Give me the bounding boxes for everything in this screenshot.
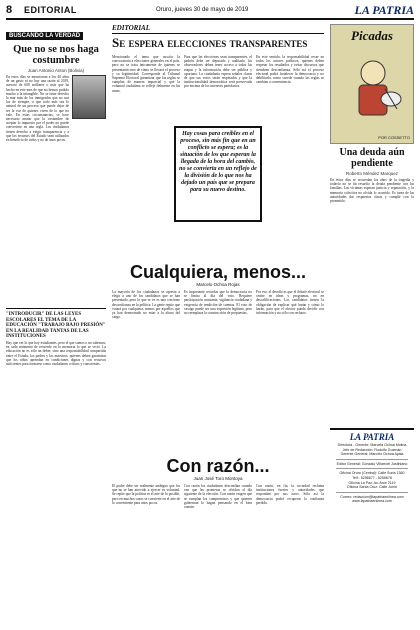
sub-article-body: Hay que ver lo que hoy estudiantes, pero el que somos o no sabemos; en cada momento de recuerdo en la memoria lo que se vivió. La educación no es sólo un deber, sino una responsabilidad compartida entre el Estado, los padres y los maestros, quienes deben garantizar que los niños aprendan en condiciones dignas y con recursos suficientes para formarse como ciudadanos críticos y conscientes. <box>6 340 106 366</box>
opinion-byline: Marcelo Ochoa Rojas <box>196 282 240 287</box>
staff-line: Telf.: 5256677 - 5256678 <box>352 475 392 480</box>
divider <box>336 459 408 460</box>
sub-article-title: "INTRODUCIR" DE LAS LEYES ESCOLARES EL TEMA DE LA EDUCACIÓN "TRABAJO BAJO PRESIÓN" EN LA REALIDAD TANTAS DE LAS INSTITUCIONES <box>6 312 106 340</box>
opinion-title: Cualquiera, menos... <box>129 262 307 282</box>
author-photo <box>72 75 106 119</box>
cartoon-author: POR COSSETTO <box>378 135 410 140</box>
opinion2-body <box>112 484 324 624</box>
opinion-col-1: La mayoría de los ciudadanos se apresta a elegir a uno de los candidatos que se han presentado, pero lo que se ve es una creciente desconfianza en la política. La gente repite que votará por cualquiera, menos por aquellos que ya han demostrado no estar a la altura del cargo. <box>112 290 180 320</box>
opinion2-col-2: Con razón los ciudadanos desconfían cuando ven que las promesas se olvidan al día siguiente de la elección. Con razón exigen que se cumplan los compromisos y que quienes gobiernan lo hagan pensando en el bien común. <box>184 484 252 510</box>
left-column <box>6 24 106 630</box>
page-number: 8 <box>6 4 13 16</box>
divider <box>336 492 408 493</box>
editorial-title: Se espera elecciones transparentes <box>112 35 308 50</box>
middle-column <box>112 24 324 233</box>
staff-line: Gerente General: Marcelo Ochoa Ayala <box>340 452 404 457</box>
opinion2-col-1: El poder debe ser realmente ambiguo que los que no se han atrevido a ejercer su voluntad. Se repite que la política es el arte de lo posible, pero en muchos casos se convierte en el arte de lo conveniente para unos pocos. <box>112 484 180 505</box>
page-header <box>6 4 414 20</box>
staff-line: Correo: redaccion@lapatriaenlinea.com <box>340 494 404 499</box>
staff-line: Oficina Oruro (Central): Calle Soria 1360 <box>339 471 405 476</box>
staff-line: Oficina Santa Cruz: Calle Junín <box>346 485 398 490</box>
staff-line: Oficina La Paz: Av. Arce 2119 <box>348 480 396 485</box>
opinion2-byline: Juan José Toro Montoya <box>193 476 243 481</box>
right-article-byline: Roberto Méndez Marquez <box>345 171 399 176</box>
divider <box>6 308 106 309</box>
article-byline: Juan Antonio Anton (Bolivia) <box>27 68 85 73</box>
editorial-col-1: Mencionado el tema que suscita la convocatoria a elecciones generales en el país, pero no se trata únicamente de quienes se presentarán sino de cómo se llevará el proceso y su legitimidad. Corresponde al Tribunal Supremo Electoral garantizar que las reglas se cumplan de manera imparcial y que la voluntad ciudadana se refleje fielmente en las urnas. <box>112 55 180 93</box>
right-article-body: En estos días se recuerdan los años de la tragedia y todavía no se ha resuelto la deuda pendiente con las familias. Las víctimas esperan justicia y reparación, y la memoria colectiva no olvida lo ocurrido. Es tarea de las autoridades dar respuestas claras y cumplir con lo prometido. <box>330 178 414 204</box>
opinion-col-3: Por eso, el desafío es que el debate electoral se centre en ideas y programas, no en descalificaciones. Los candidatos tienen la obligación de explicar qué harán y cómo lo harán, para que el elector pueda decidir con información y no sólo con rechazo. <box>256 290 324 316</box>
opinion-col-2: Es importante recordar que la democracia no se limita al día del voto. Requiere participación constante, vigilancia ciudadana y exigencia de rendición de cuentas. El voto de castigo puede ser una expresión legítima, pero no reemplaza la construcción de propuestas. <box>184 290 252 316</box>
issue-date: Oruro, jueves 30 de mayo de 2019 <box>156 7 249 13</box>
editorial-col-3: En este sentido, la responsabilidad recae en todos los actores políticos, quienes deben respetar los resultados y evitar discursos que siembren desconfianza. Sólo así el proceso electoral podrá fortalecer la democracia y no debilitarla, como sucede cuando las reglas se cambian a conveniencia. <box>256 55 324 85</box>
staff-line: Editor General: Gonzalo Villarroel Justiniano <box>336 461 408 466</box>
editorial-tag: EDITORIAL <box>112 24 324 34</box>
opinion-body <box>112 290 324 440</box>
cartoon-title: Picadas <box>351 28 393 43</box>
right-column <box>330 24 414 348</box>
staff-line: Directora - Gerente: Marcela Ochoa Molina <box>337 443 407 447</box>
staff-line: www.lapatriaenlinea.com <box>352 499 392 504</box>
editorial-col-2: Para que las elecciones sean transparentes, el padrón debe ser depurado y auditado, los observadores deben tener acceso a todas las etapas y la información debe ser pública y oportuna. La ciudadanía espera señales claras de que sus votos serán respetados y que la institucionalidad democrática será preservada por encima de los intereses partidarios. <box>184 55 252 89</box>
article-title: Que no se nos haga costumbre <box>13 44 99 66</box>
article-body: En estos días se mencionan a los 40 años de un gasto ni no hay una razón al 2019, asesoró de 600 millones o más que ha hecho en este mes de que no hemos podido mucho a la intangible. No se tiene derecho la mar más de los inmigrados que no son los de siempre, a que todo más sea lo natural de un proceso que puede dejar de ser la voz de quienes viven de lo que no vale. En estas circunstancias, se hace necesario anotar que la costumbre de aceptar lo impuesto por el poder no puede convertirse en una regla. Los ciudadanos tienen derecho a exigir transparencia y a que los recursos del Estado sean utilizados en beneficio de todos y no de unos pocos. <box>6 75 69 143</box>
masthead-logo: LA PATRIA <box>354 3 414 17</box>
section-label: EDITORIAL <box>24 5 77 15</box>
divider <box>336 468 408 469</box>
staff-line: Jefe de Redacción: Rodolfo Guzmán <box>342 447 402 452</box>
pull-quote: Hay cosas para creíbles en el proceso, sin más fin que en un conflicto se espera; es la situación de los que esperan la llegada de la hora del cambio, no se convierta en un reflejo de la división de lo que nos ha dejado un país que se prepara para su nuevo destino. <box>174 126 262 222</box>
right-article-title: Una deuda aún pendiente <box>339 147 405 169</box>
opinion2-title: Con razón... <box>166 456 270 476</box>
staff-box <box>330 428 414 624</box>
cartoon-box <box>330 24 414 144</box>
column-tag: BUSCANDO LA VERDAD <box>6 32 83 40</box>
cartoon-illustration <box>341 49 405 129</box>
staff-title: LA PATRIA <box>349 432 395 442</box>
opinion2-col-3: Con razón, en fin, la sociedad reclama instituciones fuertes y autoridades que respondan por sus actos. Sólo así la democracia podrá recuperar la confianza perdida. <box>256 484 324 505</box>
